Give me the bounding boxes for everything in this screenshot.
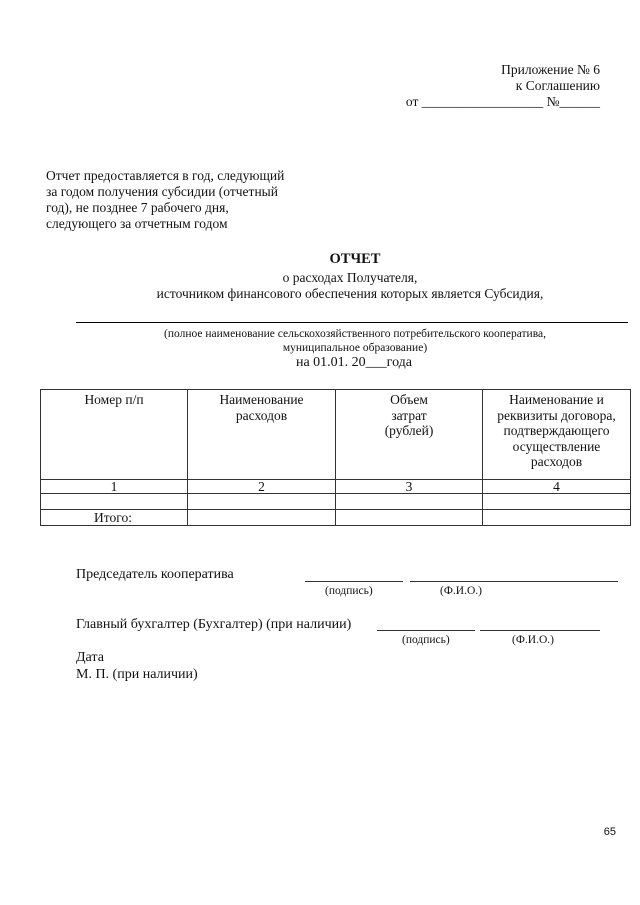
accountant-label: Главный бухгалтер (Бухгалтер) (при наличии) bbox=[76, 617, 352, 632]
appendix-date-number: от __________________ №______ bbox=[405, 94, 600, 109]
column-number: 4 bbox=[483, 480, 631, 494]
report-title: ОТЧЕТ bbox=[329, 251, 381, 267]
appendix-header bbox=[0, 62, 600, 110]
cooperative-name-hint bbox=[0, 327, 640, 355]
table-cell bbox=[483, 510, 631, 526]
column-number: 3 bbox=[336, 480, 483, 494]
column-number: 2 bbox=[188, 480, 336, 494]
appendix-number: Приложение № 6 bbox=[501, 62, 600, 77]
accountant-signature-caption: (подпись) bbox=[402, 634, 450, 646]
chairman-signature-caption: (подпись) bbox=[325, 585, 373, 597]
cooperative-name-line bbox=[76, 322, 628, 323]
header-costs: Объем затрат (рублей) bbox=[336, 390, 483, 480]
chairman-name-line bbox=[410, 581, 618, 582]
chairman-label: Председатель кооператива bbox=[76, 567, 234, 582]
table-cell bbox=[336, 510, 483, 526]
accountant-name-line bbox=[480, 630, 600, 631]
table-row bbox=[41, 480, 631, 494]
table-header-row bbox=[41, 390, 631, 480]
column-number: 1 bbox=[41, 480, 188, 494]
appendix-agreement: к Соглашению bbox=[515, 78, 600, 93]
report-date: на 01.01. 20___года bbox=[295, 355, 413, 370]
table-cell bbox=[188, 510, 336, 526]
note-line: год), не позднее 7 рабочего дня, bbox=[46, 200, 229, 215]
header-expense-name: Наименование расходов bbox=[188, 390, 336, 480]
subtitle-line-2: источником финансового обеспечения которых является Субсидия, bbox=[156, 286, 544, 301]
note-line: за годом получения субсидии (отчетный bbox=[46, 184, 278, 199]
accountant-name-caption: (Ф.И.О.) bbox=[512, 634, 554, 646]
header-contract: Наименование и реквизиты договора, подтверждающего осуществление расходов bbox=[483, 390, 631, 480]
total-label: Итого: bbox=[41, 510, 188, 526]
chairman-name-caption: (Ф.И.О.) bbox=[440, 585, 482, 597]
date-label: Дата bbox=[76, 650, 104, 665]
expenses-table bbox=[40, 389, 631, 526]
table-total-row bbox=[41, 510, 631, 526]
page-number: 65 bbox=[603, 826, 616, 838]
stamp-label: М. П. (при наличии) bbox=[76, 667, 198, 682]
report-subtitle bbox=[0, 270, 640, 302]
table-row bbox=[41, 494, 631, 510]
subtitle-line-1: о расходах Получателя, bbox=[282, 270, 418, 285]
note-line: Отчет предоставляется в год, следующий bbox=[46, 168, 285, 183]
accountant-signature-line bbox=[377, 630, 475, 631]
hint-line-2: муниципальное образование) bbox=[282, 342, 428, 354]
header-number: Номер п/п bbox=[41, 390, 188, 480]
submission-note bbox=[46, 168, 318, 232]
chairman-signature-line bbox=[305, 581, 403, 582]
hint-line-1: (полное наименование сельскохозяйственного потребительского кооператива, bbox=[164, 328, 546, 340]
table-cell bbox=[336, 494, 483, 510]
table-cell bbox=[41, 494, 188, 510]
table-cell bbox=[483, 494, 631, 510]
note-line: следующего за отчетным годом bbox=[46, 216, 228, 231]
table-cell bbox=[188, 494, 336, 510]
